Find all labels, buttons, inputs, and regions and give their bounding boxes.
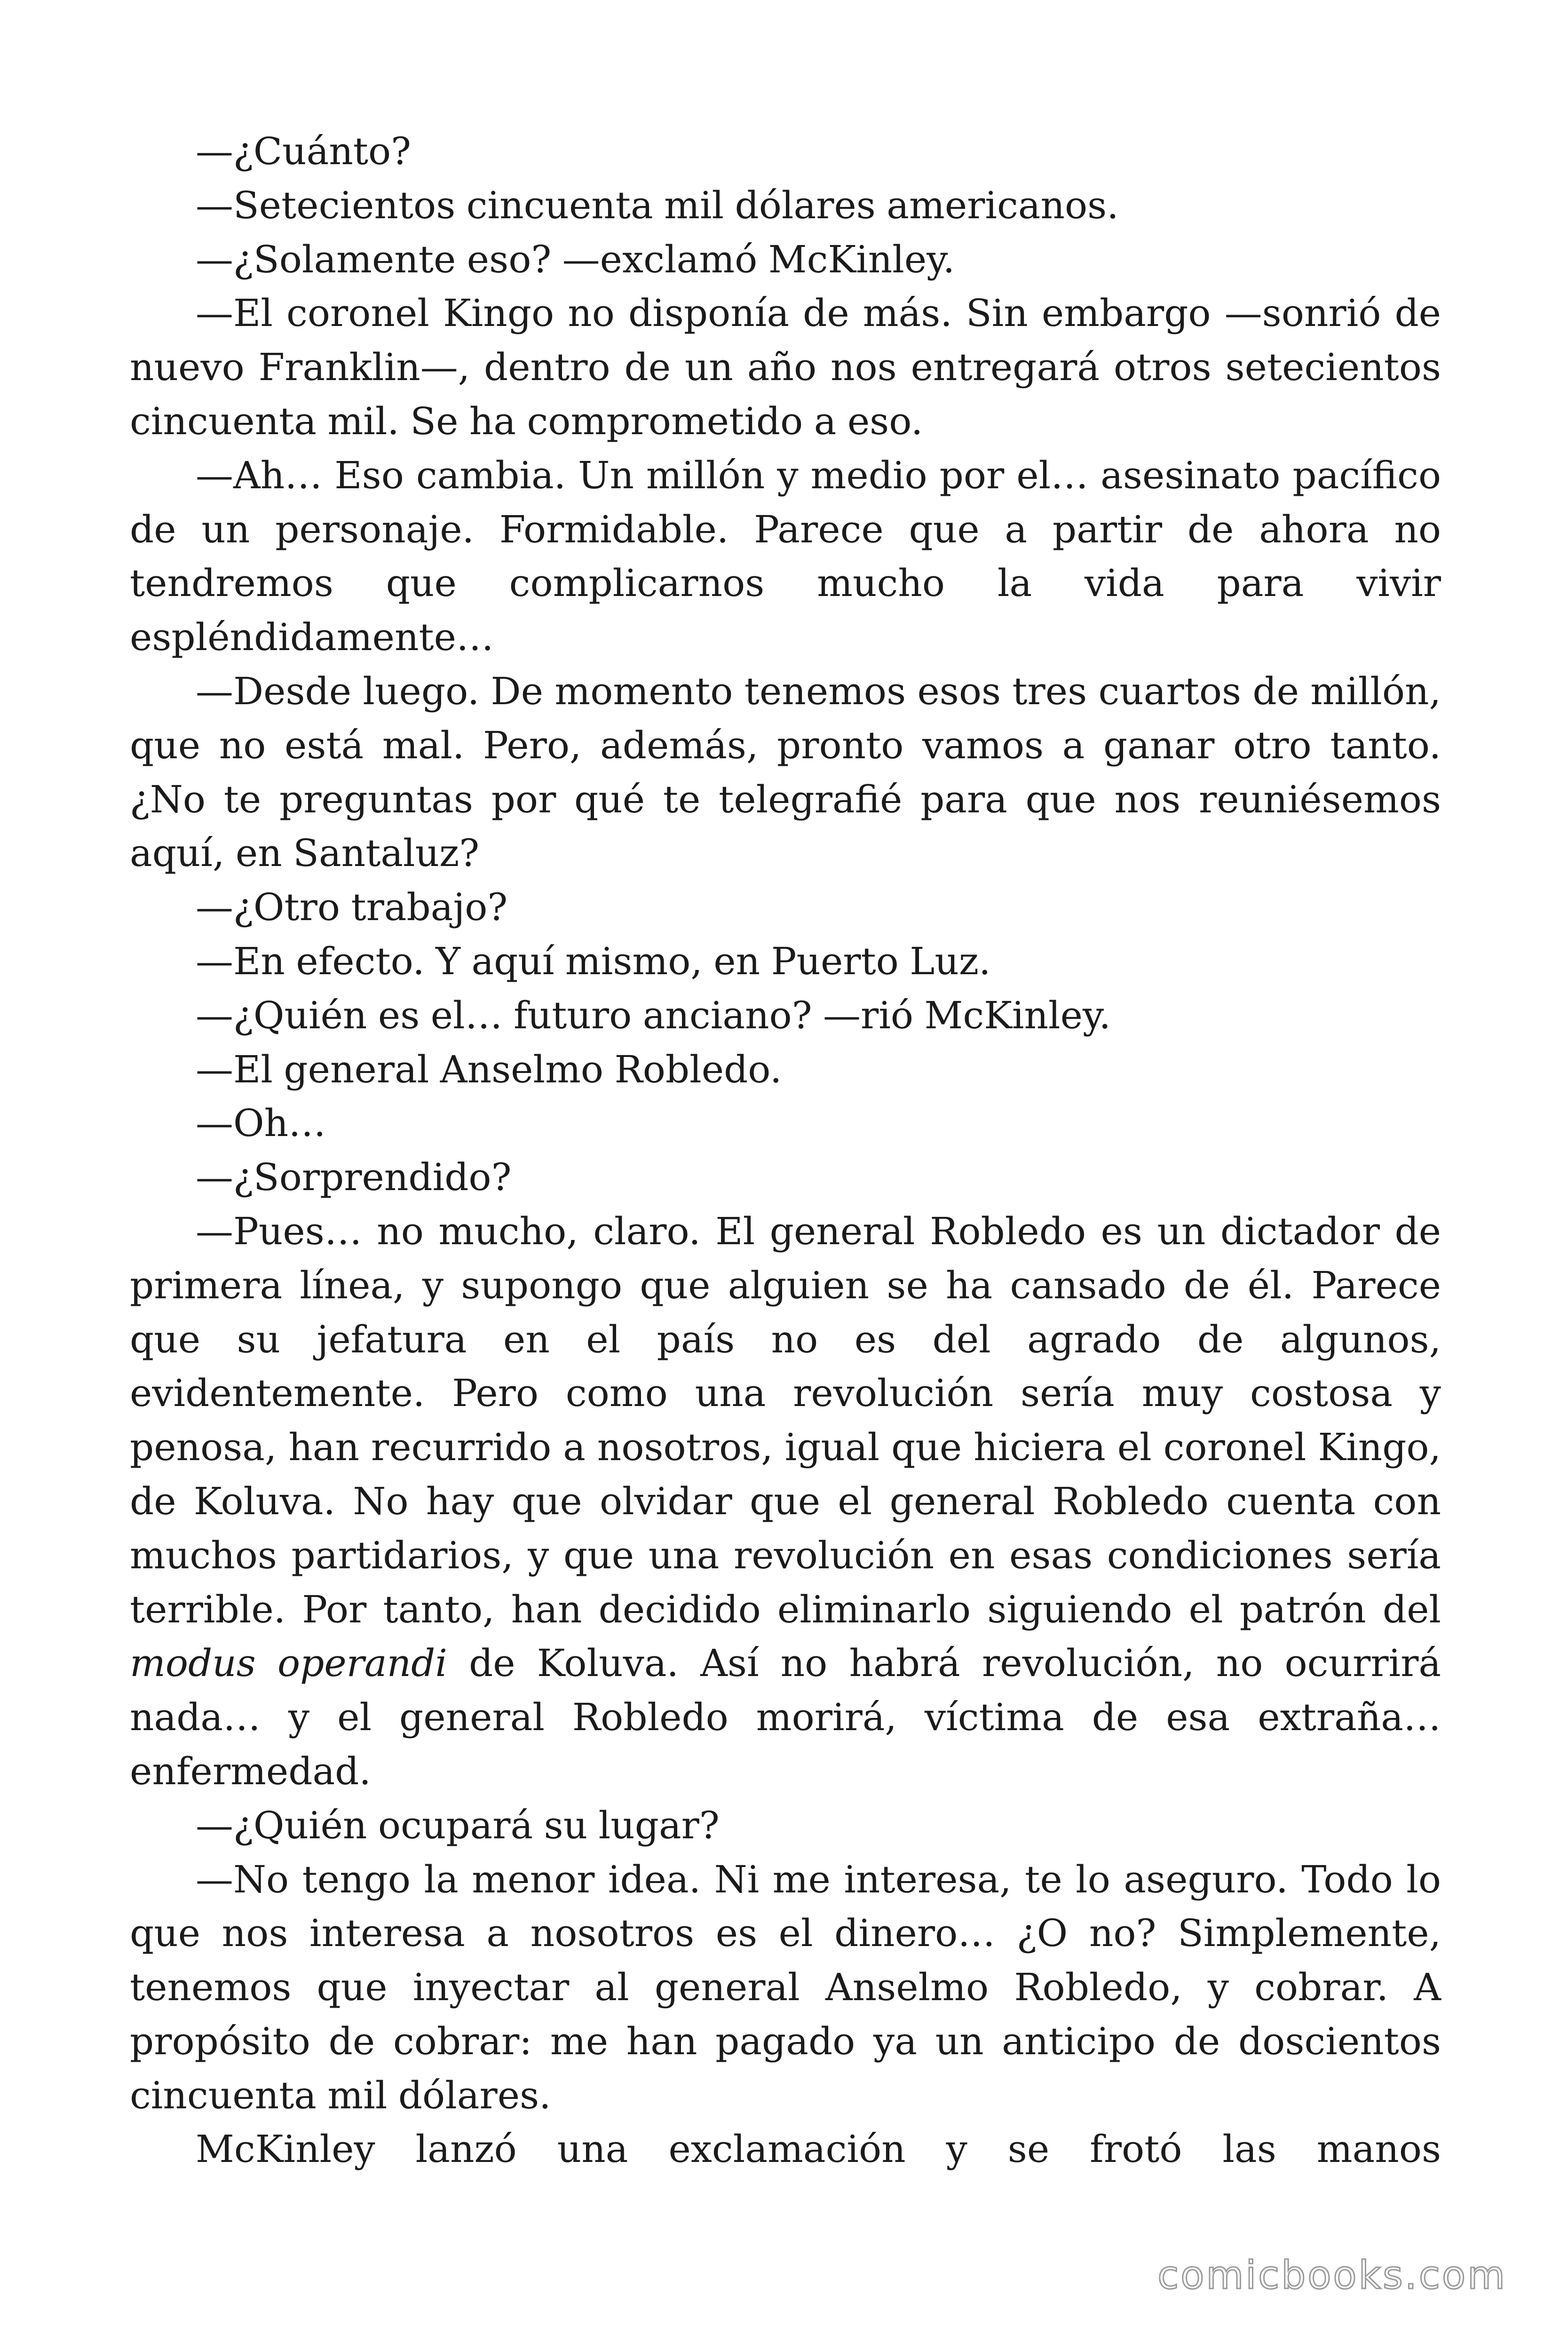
paragraph-cuanto: —¿Cuánto?: [196, 129, 412, 173]
paragraph-oh: —Oh…: [196, 1101, 326, 1145]
paragraph-general-robledo: —El general Anselmo Robledo.: [196, 1047, 782, 1091]
italic-phrase: modus operandi: [130, 1641, 447, 1685]
paragraph-no-tengo-idea: —No tengo la menor idea. Ni me interesa, te lo aseguro. Todo lo que nos interesa a nosotros es el dinero… ¿O no? Simplemente, tenemos que inyectar al general Anselmo Robledo, y cobrar. A propósito de cobrar: me han pagado ya un anticipo de doscientos cincuenta mil dólares.: [130, 1857, 1441, 2117]
paragraph-sorprendido: —¿Sorprendido?: [196, 1155, 512, 1200]
paragraph-text-before-italic: —Pues… no mucho, claro. El general Robledo es un dictador de primera línea, y supongo que alguien se ha cansado de él. Parece que su jefatura en el país no es del agrado de algunos, evidentemente. Pero como una revolución sería muy costosa y penosa, han recurrido a nosotros, igual que hiciera el coronel Kingo, de Koluva. No hay que olvidar que el general Robledo cuenta con muchos partidarios, y que una revolución en esas condiciones sería terrible. Por tanto, han decidido eliminarlo siguiendo el patrón del: [130, 1209, 1441, 1631]
paragraph-otro-trabajo: —¿Otro trabajo?: [196, 885, 508, 930]
paragraph-quien-es: —¿Quién es el… futuro anciano? —rió McKinley.: [196, 993, 1111, 1037]
paragraph-pues-no-mucho: [130, 1205, 1441, 1799]
paragraph-text-after-italic: de Koluva. Así no habrá revolución, no ocurrirá nada… y el general Robledo morirá, víctima de esa extraña… enfermedad.: [130, 1641, 1441, 1793]
paragraph-desde-luego: —Desde luego. De momento tenemos esos tres cuartos de millón, que no está mal. Pero, además, pronto vamos a ganar otro tanto. ¿No te preguntas por qué te telegrafié para que nos reuniésemos aquí, en Santaluz?: [130, 669, 1441, 875]
paragraph-solamente-eso: —¿Solamente eso? —exclamó McKinley.: [196, 237, 955, 281]
paragraph-eso-cambia: —Ah… Eso cambia. Un millón y medio por el… asesinato pacífico de un personaje. Formidable. Parece que a partir de ahora no tendremos que complicarnos mucho la vida para vivir espléndidamente…: [130, 453, 1441, 660]
paragraph-setecientos: —Setecientos cincuenta mil dólares americanos.: [196, 183, 1119, 227]
page-text: [130, 125, 1441, 2177]
paragraph-en-efecto: —En efecto. Y aquí mismo, en Puerto Luz.: [196, 939, 991, 983]
paragraph-coronel-kingo: —El coronel Kingo no disponía de más. Sin embargo —sonrió de nuevo Franklin—, dentro de un año nos entregará otros setecientos cincuenta mil. Se ha comprometido a eso.: [130, 291, 1441, 443]
paragraph-quien-ocupara: —¿Quién ocupará su lugar?: [196, 1803, 720, 1847]
watermark: comicbooks.com: [1157, 2253, 1507, 2298]
paragraph-mckinley-lanzo: McKinley lanzó una exclamación y se frotó las manos: [196, 2127, 1441, 2171]
